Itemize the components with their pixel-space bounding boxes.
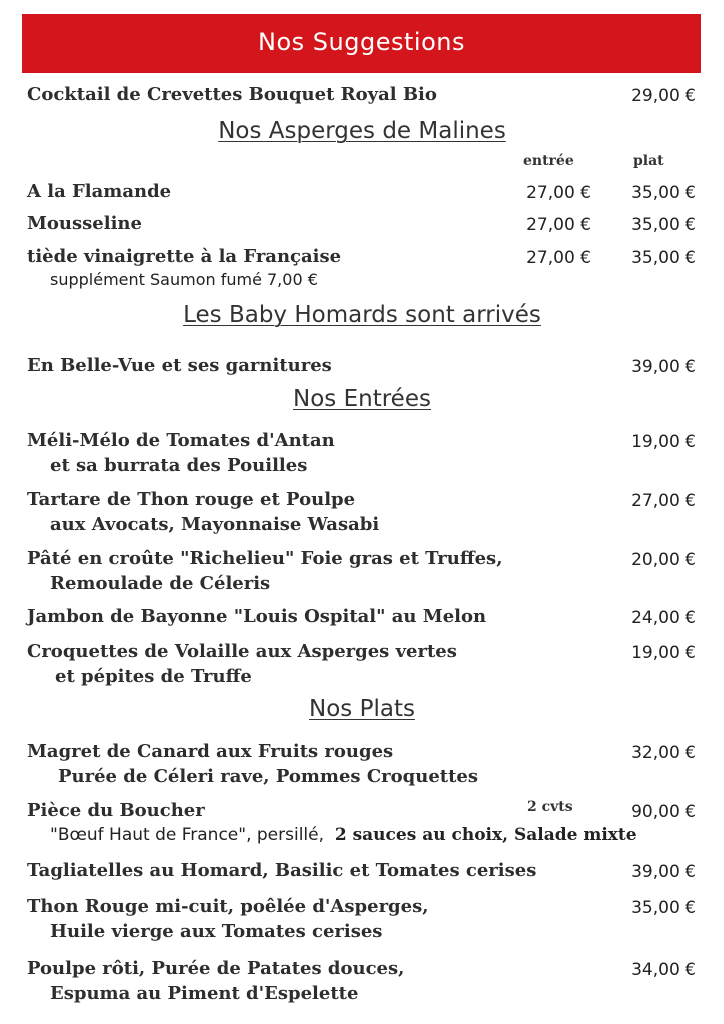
menu-item-detail: Espuma au Piment d'Espelette (50, 983, 359, 1004)
title-banner (22, 14, 701, 73)
menu-item-name: Pièce du Boucher (27, 800, 205, 821)
menu-item-name: Magret de Canard aux Fruits rouges (27, 741, 394, 762)
menu-item-price: 39,00 € (631, 357, 696, 377)
menu-item-price: 19,00 € (631, 432, 696, 452)
menu-item-price-plat: 35,00 € (631, 183, 696, 203)
menu-item-detail: et sa burrata des Pouilles (50, 455, 308, 476)
menu-item-cocktail-name: Cocktail de Crevettes Bouquet Royal Bio (27, 84, 437, 105)
menu-item-name: Tagliatelles au Homard, Basilic et Tomates cerises (27, 860, 537, 881)
menu-item-price: 27,00 € (631, 491, 696, 511)
column-header-entree: entrée (523, 153, 574, 169)
menu-item-name: Thon Rouge mi-cuit, poêlée d'Asperges, (27, 896, 429, 917)
menu-item-price-plat: 35,00 € (631, 215, 696, 235)
menu-item-detail: Purée de Céleri rave, Pommes Croquettes (58, 766, 478, 787)
menu-item-price-entree: 27,00 € (526, 248, 591, 268)
supplement-note: supplément Saumon fumé 7,00 € (50, 270, 318, 289)
menu-item-price: 34,00 € (631, 960, 696, 980)
menu-item-detail-lead: "Bœuf Haut de France", persillé, (50, 825, 325, 845)
menu-item-detail: aux Avocats, Mayonnaise Wasabi (50, 514, 380, 535)
section-heading-homards: Les Baby Homards sont arrivés (183, 302, 541, 328)
column-header-plat: plat (633, 153, 664, 169)
menu-item-cocktail-price: 29,00 € (631, 86, 696, 106)
menu-item-price: 32,00 € (631, 743, 696, 763)
menu-item-price-entree: 27,00 € (526, 183, 591, 203)
menu-item-price: 20,00 € (631, 550, 696, 570)
menu-item-price: 19,00 € (631, 643, 696, 663)
menu-item-detail: et pépites de Truffe (55, 666, 252, 687)
menu-item-price-plat: 35,00 € (631, 248, 696, 268)
menu-item-price: 24,00 € (631, 608, 696, 628)
menu-item-price: 39,00 € (631, 862, 696, 882)
menu-item-price-entree: 27,00 € (526, 215, 591, 235)
menu-item-name: Jambon de Bayonne "Louis Ospital" au Melon (27, 606, 487, 627)
menu-item-name: Méli-Mélo de Tomates d'Antan (27, 430, 335, 451)
menu-item-name: Mousseline (27, 213, 142, 234)
menu-item-name: Poulpe rôti, Purée de Patates douces, (27, 958, 405, 979)
section-heading-plats: Nos Plats (309, 696, 415, 722)
menu-item-name: Tartare de Thon rouge et Poulpe (27, 489, 356, 510)
menu-item-detail-rest: 2 sauces au choix, Salade mixte (334, 825, 637, 845)
serves-count: 2 cvts (527, 799, 573, 815)
menu-item-detail: Huile vierge aux Tomates cerises (50, 921, 383, 942)
menu-item-detail (50, 825, 637, 845)
menu-item-name: En Belle-Vue et ses garnitures (27, 355, 332, 376)
banner-title: Nos Suggestions (258, 28, 465, 56)
menu-item-price: 35,00 € (631, 898, 696, 918)
menu-item-name: Pâté en croûte "Richelieu" Foie gras et Truffes, (27, 548, 503, 569)
menu-item-detail: Remoulade de Céleris (50, 573, 271, 594)
menu-item-name: tiède vinaigrette à la Française (27, 246, 342, 267)
menu-item-name: A la Flamande (27, 181, 172, 202)
menu-item-price: 90,00 € (631, 802, 696, 822)
section-heading-asperges: Nos Asperges de Malines (218, 118, 506, 144)
section-heading-entrees: Nos Entrées (293, 386, 431, 412)
menu-item-name: Croquettes de Volaille aux Asperges vertes (27, 641, 457, 662)
